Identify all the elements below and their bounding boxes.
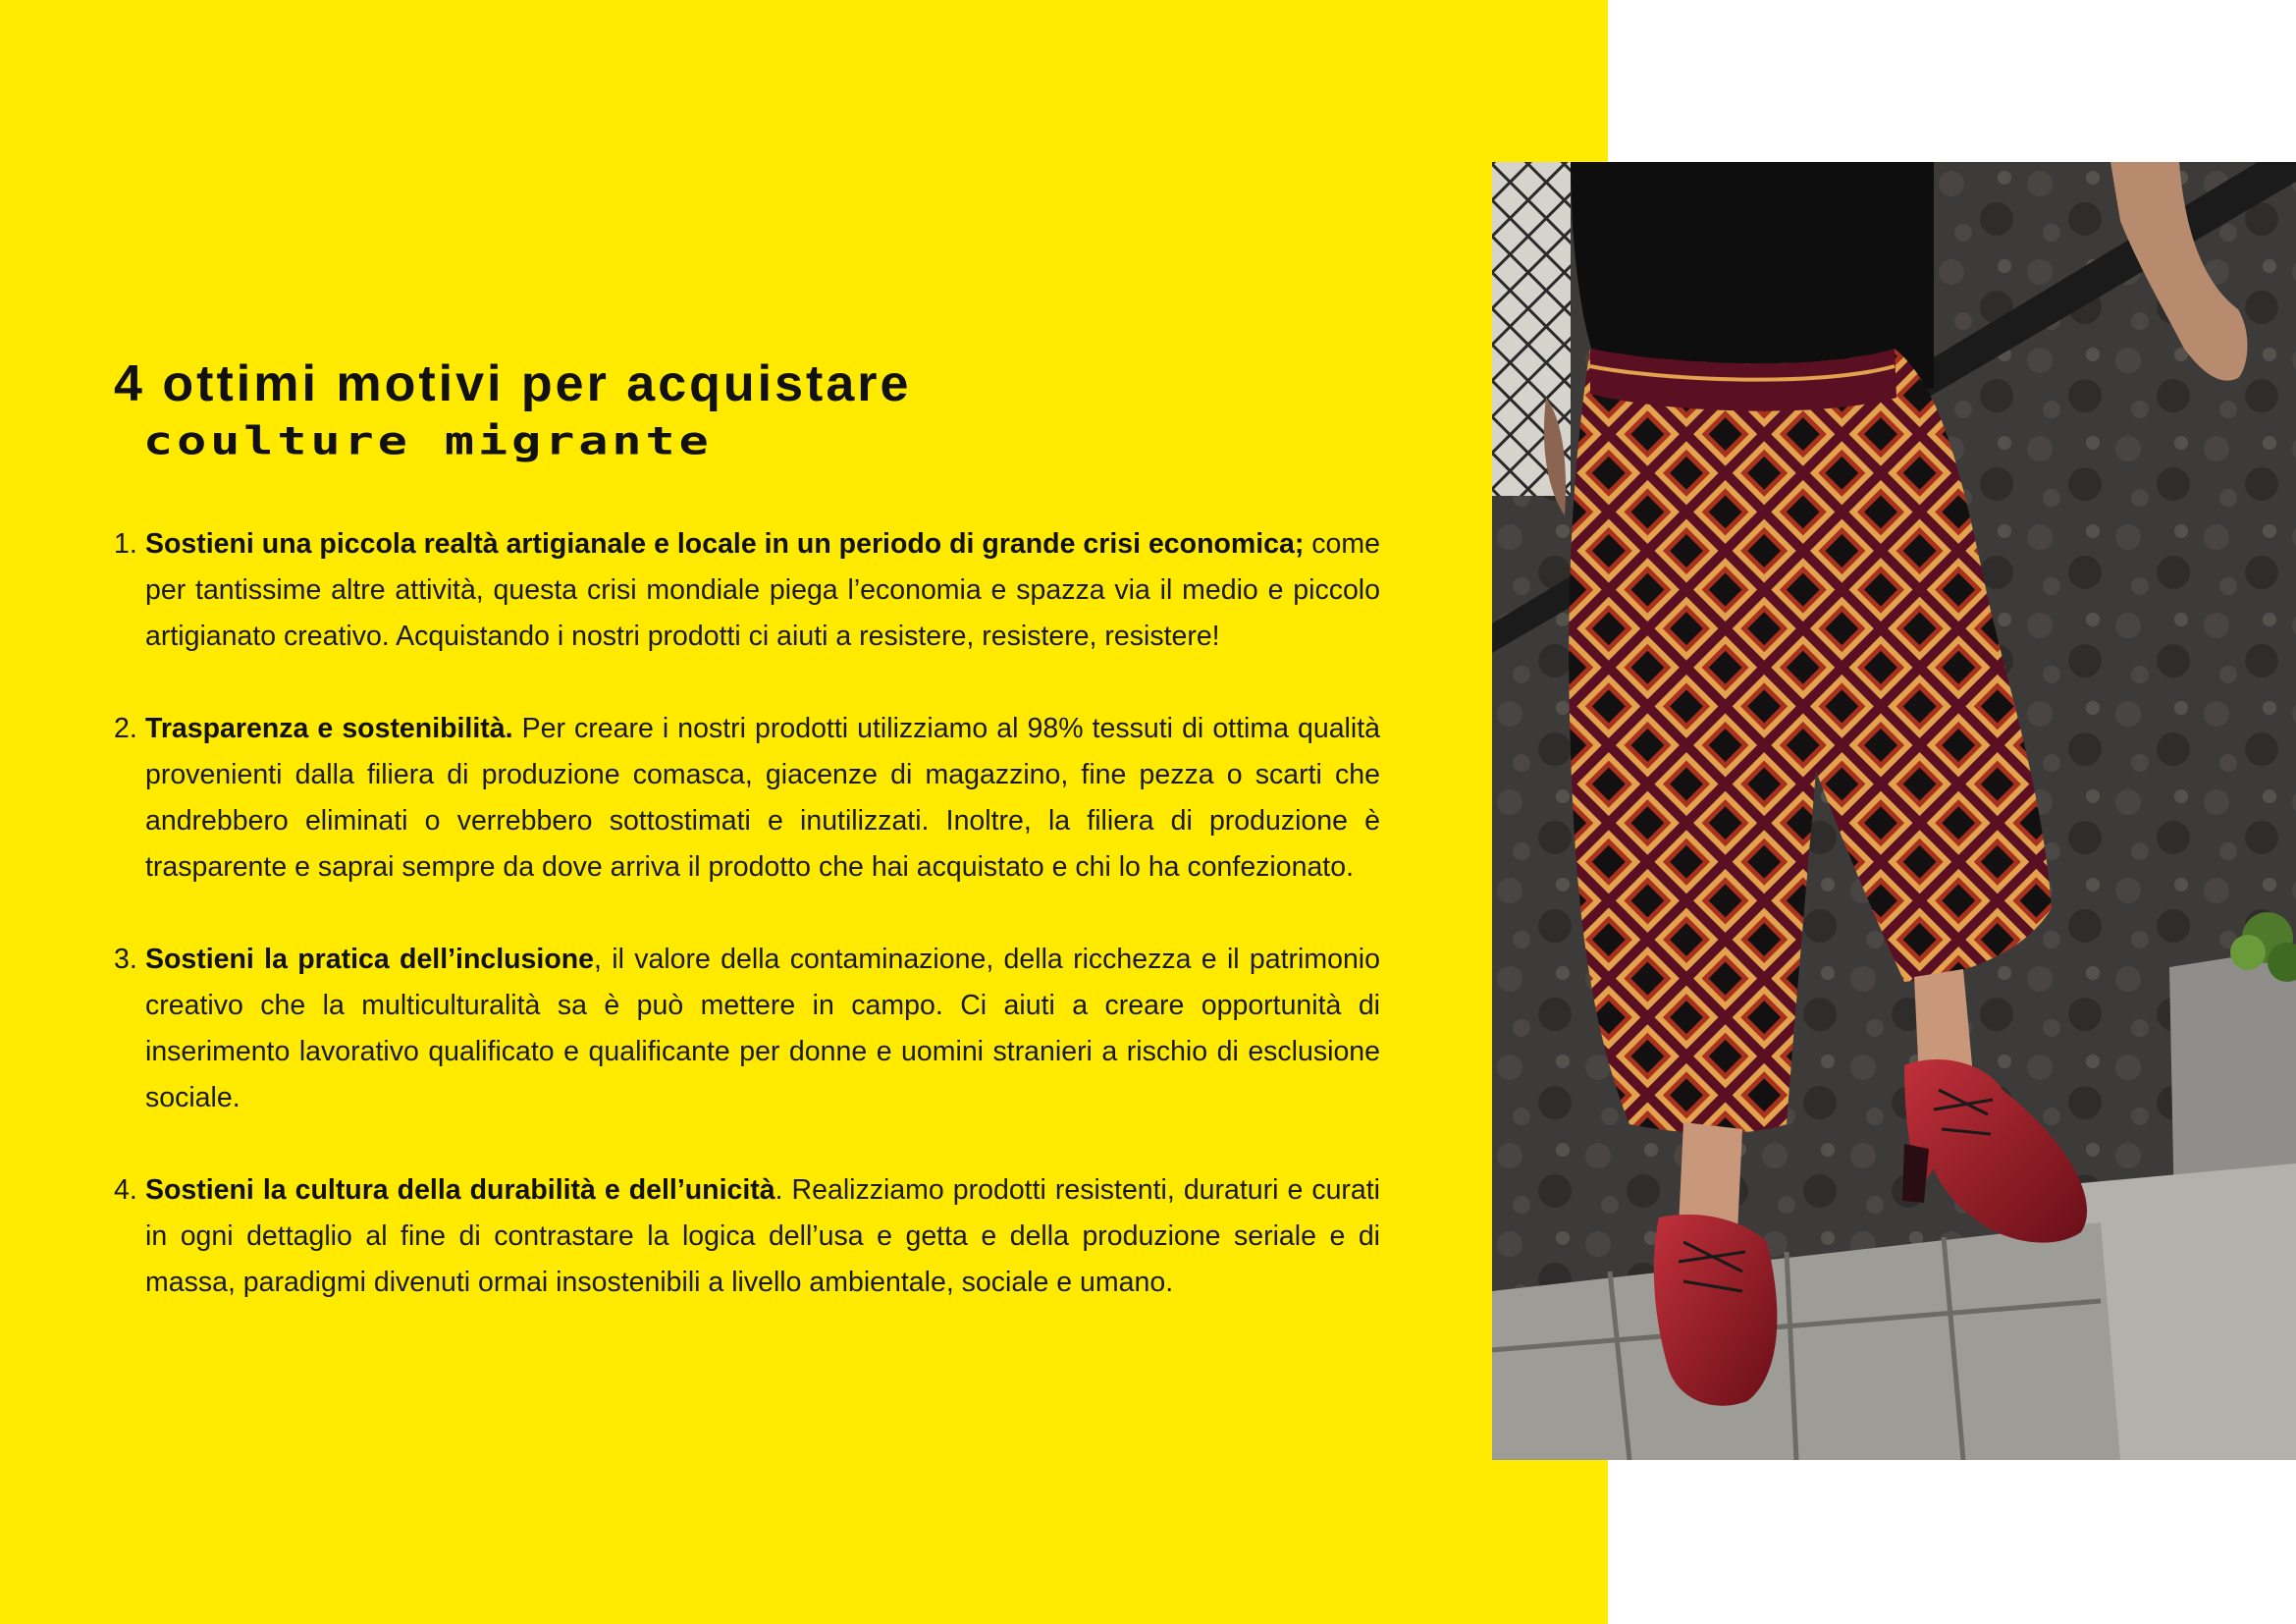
list-item xyxy=(114,706,1380,891)
list-item xyxy=(114,1167,1380,1306)
page-title: 4 ottimi motivi per acquistare xyxy=(114,355,912,412)
list-item xyxy=(114,937,1380,1121)
reason-text: . Realizziamo prodotti resistenti, duraturi e curati in ogni dettaglio al fine di contrastare la logica dell’usa e getta e della produzione seriale e di massa, paradigmi divenuti ormai insostenibili a livello ambientale, sociale e umano. xyxy=(145,1173,1381,1298)
reasons-list xyxy=(114,521,1380,1306)
reason-number: 4. xyxy=(114,1173,137,1206)
product-photo xyxy=(1492,162,2296,1460)
reason-number: 3. xyxy=(114,943,137,975)
reason-number: 2. xyxy=(114,712,137,744)
reason-title: Sostieni una piccola realtà artigianale e locale in un periodo di grande crisi economica; xyxy=(145,527,1305,560)
reason-title: Sostieni la pratica dell’inclusione xyxy=(145,943,594,975)
reason-number: 1. xyxy=(114,527,137,560)
reason-title: Trasparenza e sostenibilità. xyxy=(145,712,513,744)
reason-text: come per tantissime altre attività, questa crisi mondiale piega l’economia e spazza via il medio e piccolo artigianato creativo. Acquistando i nostri prodotti ci aiuti a resistere, resistere, resistere! xyxy=(145,527,1380,652)
reason-text: , il valore della contaminazione, della ricchezza e il patrimonio creativo che la multiculturalità sa è può mettere in campo. Ci aiuti a creare opportunità di inserimento lavorativo qualificato e qualificante per donne e uomini stranieri a rischio di esclusione sociale. xyxy=(145,943,1380,1113)
brand-name: coulture migrante xyxy=(143,418,713,463)
reason-text: Per creare i nostri prodotti utilizziamo al 98% tessuti di ottima qualità provenienti dalla filiera di produzione comasca, giacenze di magazzino, fine pezza o scarti che andrebbero eliminati o verrebbero sottostimati e inutilizzati. Inoltre, la filiera di produzione è trasparente e saprai sempre da dove arriva il prodotto che hai acquistato e chi lo ha confezionato. xyxy=(145,712,1380,883)
list-item xyxy=(114,521,1380,660)
text-column xyxy=(114,355,1380,1352)
reason-title: Sostieni la cultura della durabilità e dell’unicità xyxy=(145,1173,775,1206)
